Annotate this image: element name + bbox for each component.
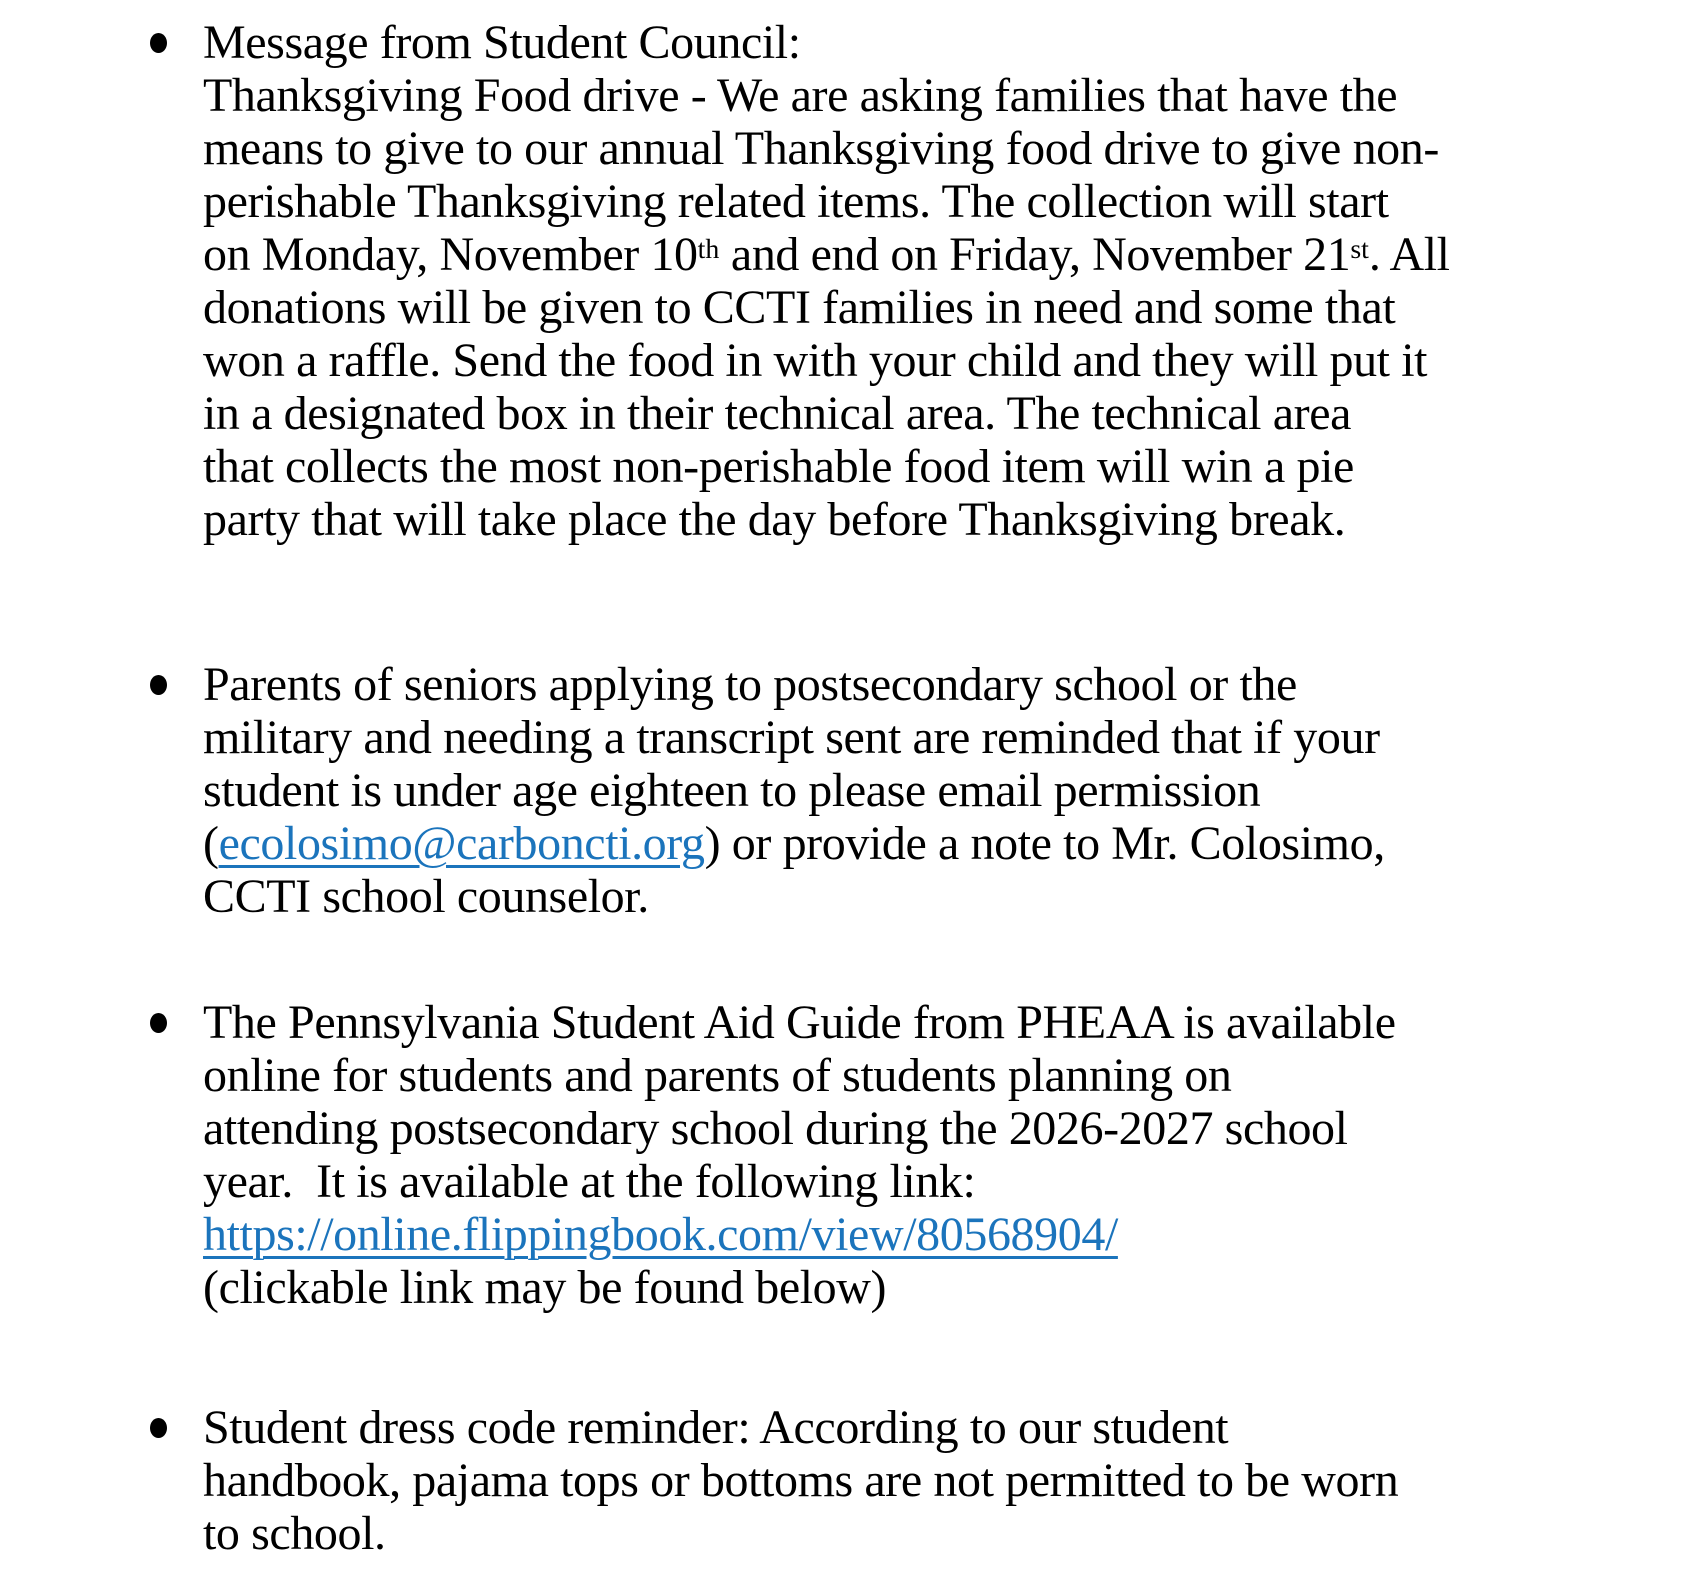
bullet-list xyxy=(203,16,1669,1560)
text-segment: . All xyxy=(1368,228,1450,281)
text-line: attending postsecondary school during the 2026-2027 school xyxy=(203,1102,1348,1155)
bullet-icon xyxy=(150,675,167,695)
text-line xyxy=(203,228,1669,281)
text-line: CCTI school counselor. xyxy=(203,870,649,923)
text-line: student is under age eighteen to please email permission xyxy=(203,764,1261,817)
ordinal-superscript: st xyxy=(1350,234,1369,266)
email-link[interactable]: ecolosimo@carboncti.org xyxy=(218,817,705,870)
text-line: that collects the most non-perishable food item will win a pie xyxy=(203,440,1354,493)
text-line: Thanksgiving Food drive - We are asking families that have the xyxy=(203,69,1398,122)
text-line: means to give to our annual Thanksgiving food drive to give non- xyxy=(203,122,1439,175)
bullet-item-transcript-permission xyxy=(203,658,1669,923)
flippingbook-link[interactable]: https://online.flippingbook.com/view/80568904/ xyxy=(203,1208,1118,1261)
text-line: Message from Student Council: xyxy=(203,16,801,69)
text-line: in a designated box in their technical area. The technical area xyxy=(203,387,1352,440)
text-segment: ( xyxy=(203,817,219,870)
text-line: donations will be given to CCTI families in need and some that xyxy=(203,281,1396,334)
text-line: year. It is available at the following link: xyxy=(203,1155,976,1208)
text-line: Parents of seniors applying to postsecondary school or the xyxy=(203,658,1297,711)
text-line: (clickable link may be found below) xyxy=(203,1261,887,1314)
text-segment: on Monday, November 10 xyxy=(203,228,698,281)
text-line xyxy=(203,817,1669,870)
text-line: online for students and parents of students planning on xyxy=(203,1049,1232,1102)
text-line: to school. xyxy=(203,1507,386,1560)
text-segment: and end on Friday, November 21 xyxy=(719,228,1351,281)
text-line: handbook, pajama tops or bottoms are not permitted to be worn xyxy=(203,1454,1399,1507)
text-line: Student dress code reminder: According to our student xyxy=(203,1401,1229,1454)
text-line: won a raffle. Send the food in with your child and they will put it xyxy=(203,334,1428,387)
bullet-icon xyxy=(150,33,167,53)
text-line: perishable Thanksgiving related items. The collection will start xyxy=(203,175,1389,228)
text-segment: ) or provide a note to Mr. Colosimo, xyxy=(704,817,1385,870)
text-line: The Pennsylvania Student Aid Guide from PHEAA is available xyxy=(203,996,1396,1049)
bullet-item-pheaa-guide xyxy=(203,996,1669,1314)
bullet-icon xyxy=(150,1418,167,1438)
bullet-icon xyxy=(150,1013,167,1033)
bullet-item-student-council xyxy=(203,16,1669,546)
ordinal-superscript: th xyxy=(697,234,720,266)
bullet-item-dress-code xyxy=(203,1401,1669,1560)
text-line: party that will take place the day before Thanksgiving break. xyxy=(203,493,1346,546)
text-line: military and needing a transcript sent are reminded that if your xyxy=(203,711,1380,764)
text-line xyxy=(203,1208,1669,1261)
